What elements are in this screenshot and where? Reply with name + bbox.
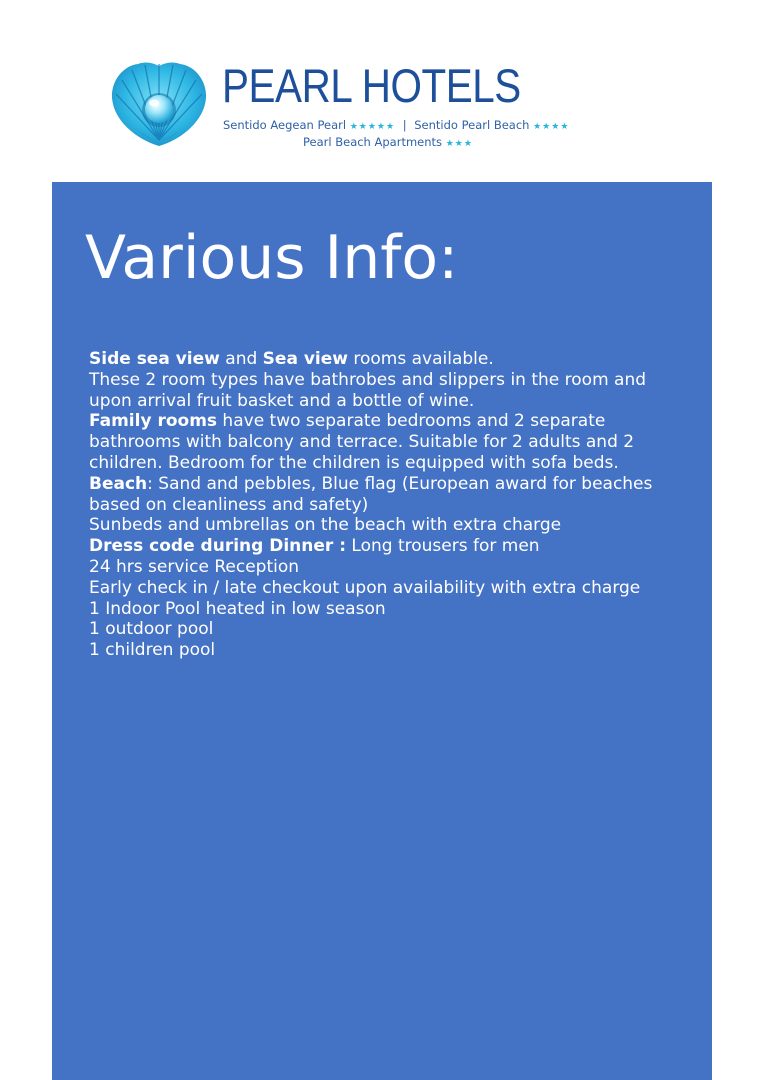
four-stars-icon: ★★★★: [533, 122, 570, 132]
text-rooms-available: rooms available.: [347, 349, 494, 369]
text-and: and: [219, 349, 263, 369]
info-room-amenities: These 2 room types have bathrobes and slippers in the room and upon arrival fruit basket and a bottle of wine.: [89, 369, 647, 411]
info-room-views: [89, 349, 664, 370]
info-list: [89, 349, 664, 661]
text-beach: : Sand and pebbles, Blue flag (European award for beaches based on cleanliness and safety): [89, 473, 653, 515]
info-reception: 24 hrs service Reception: [89, 556, 300, 577]
five-stars-icon: ★★★★★: [349, 122, 396, 132]
info-panel: [52, 182, 712, 1080]
three-stars-icon: ★★★: [445, 139, 473, 149]
hotel-name-pearl-beach-apartments: Pearl Beach Apartments: [303, 135, 443, 149]
page-title: Various Info:: [85, 223, 459, 293]
info-beach: [89, 474, 664, 516]
info-indoor-pool: 1 Indoor Pool heated in low season: [89, 598, 386, 619]
bold-beach: Beach: [89, 473, 148, 494]
hotel-name-aegean-pearl: Sentido Aegean Pearl: [223, 118, 347, 132]
logo-hotels-line-2: [303, 135, 473, 149]
info-sunbeds: Sunbeds and umbrellas on the beach with extra charge: [89, 515, 562, 536]
hotel-name-pearl-beach: Sentido Pearl Beach: [414, 118, 530, 132]
logo-title: PEARL HOTELS: [222, 59, 521, 112]
bold-dress-code: Dress code during Dinner :: [89, 536, 347, 557]
logo-hotels-line-1: [223, 118, 569, 132]
hotel-separator: |: [402, 118, 407, 132]
seashell-pearl-icon: [108, 60, 210, 148]
text-family-rooms: have two separate bedrooms and 2 separate bathrooms with balcony and terrace. Suitable for 2 adults and 2 children. Bedroom for the children is equipped with sofa beds.: [89, 411, 635, 473]
bold-sea-view: Sea view: [262, 349, 348, 369]
info-children-pool: 1 children pool: [89, 640, 216, 661]
text-dress-code: Long trousers for men: [346, 536, 540, 557]
bold-side-sea-view: Side sea view: [89, 349, 220, 369]
bold-family-rooms: Family rooms: [89, 411, 218, 432]
info-dress-code: [89, 536, 664, 557]
info-outdoor-pool: 1 outdoor pool: [89, 619, 214, 640]
info-checkin: Early check in / late checkout upon availability with extra charge: [89, 577, 641, 598]
info-family-rooms: [89, 411, 664, 473]
pearl-hotels-logo: [108, 58, 570, 158]
